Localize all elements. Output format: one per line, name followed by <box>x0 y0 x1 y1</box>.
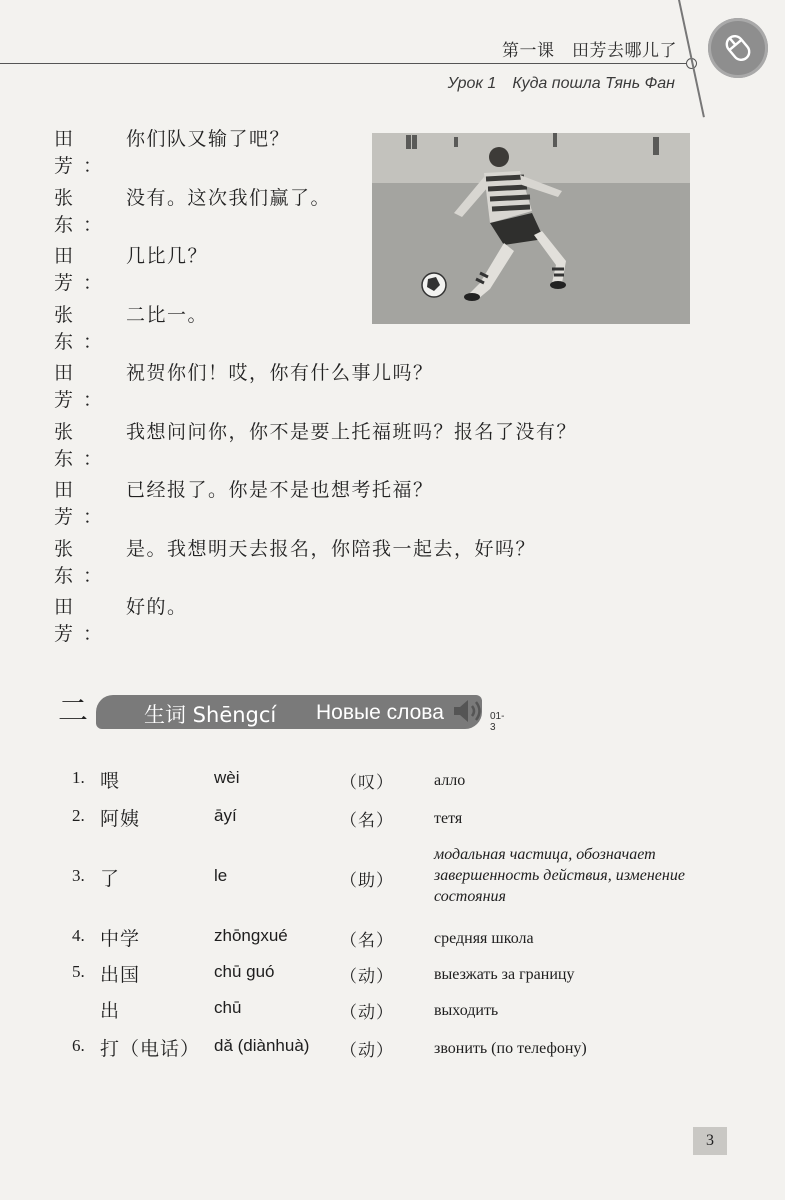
vocab-translation: звонить (по телефону) <box>434 1040 587 1057</box>
vocab-row <box>72 1030 712 1068</box>
vocab-pinyin: chū guó <box>214 962 275 981</box>
vocab-translation: выезжать за границу <box>434 966 575 983</box>
utterance: 几比几？ <box>126 245 209 267</box>
vocab-part-of-speech: （动） <box>340 967 394 987</box>
vocab-translation: алло <box>434 772 466 789</box>
vocab-pinyin: chū <box>214 998 242 1017</box>
header-rule <box>0 63 690 64</box>
vocab-hanzi: 中学 <box>100 928 141 950</box>
vocab-part-of-speech: （动） <box>340 1041 394 1061</box>
vocab-translation: средняя школа <box>434 930 534 947</box>
page-header <box>0 0 785 100</box>
dialogue-line <box>54 241 734 300</box>
vocab-part-of-speech: （叹） <box>340 773 394 793</box>
dialogue-line <box>54 534 734 593</box>
section-title-russian: Новые слова <box>316 701 444 724</box>
vocab-translation: модальная частица, обозначает завершенность действия, изменение состояния <box>434 846 685 905</box>
vocab-part-of-speech: （名） <box>340 811 394 831</box>
dialogue-line <box>54 417 734 476</box>
speaker-name: 田 芳： <box>54 128 113 177</box>
vocab-part-of-speech: （助） <box>340 871 394 891</box>
vocab-number: 4. <box>72 926 85 945</box>
vocab-hanzi: 出 <box>100 1000 121 1022</box>
vocab-row <box>72 958 712 994</box>
dialogue-line <box>54 475 734 534</box>
speaker-name: 张 东： <box>54 186 113 236</box>
vocab-hanzi: 喂 <box>100 770 121 792</box>
dialogue-line <box>54 300 734 359</box>
vocabulary-list <box>72 760 712 1068</box>
vocab-row <box>72 994 712 1030</box>
utterance: 已经报了。你是不是也想考托福？ <box>126 479 434 501</box>
speaker-name: 张 东： <box>54 537 113 587</box>
speaker-name: 田 芳： <box>54 596 113 645</box>
mouse-icon <box>708 18 768 78</box>
audio-track-code: 01-3 <box>490 711 505 733</box>
vocab-part-of-speech: （名） <box>340 931 394 951</box>
utterance: 我想问问你，你不是要上托福班吗？报名了没有？ <box>126 420 578 443</box>
vocab-pinyin: dǎ (diànhuà) <box>214 1036 310 1055</box>
speaker-name: 张 东： <box>54 420 113 470</box>
vocab-translation: тетя <box>434 810 463 827</box>
utterance: 好的。 <box>126 596 188 618</box>
vocab-pinyin: āyí <box>214 806 237 825</box>
vocab-number: 6. <box>72 1036 85 1055</box>
vocab-number: 3. <box>72 866 85 885</box>
utterance: 二比一。 <box>126 303 209 326</box>
speaker-name: 田 芳： <box>54 362 113 411</box>
speaker-name: 田 芳： <box>54 245 113 294</box>
lesson-title-chinese: 第一课 田芳去哪儿了 <box>502 41 677 61</box>
vocab-hanzi: 了 <box>100 868 121 890</box>
dialogue <box>54 124 734 651</box>
vocab-number: 1. <box>72 768 85 787</box>
utterance: 没有。这次我们赢了。 <box>126 186 332 209</box>
speaker-name: 张 东： <box>54 303 113 353</box>
utterance: 你们队又输了吧？ <box>126 128 291 150</box>
section-title-chinese: 生词 Shēngcí <box>144 703 277 727</box>
vocab-part-of-speech: （动） <box>340 1003 394 1023</box>
vocab-row <box>72 800 712 840</box>
utterance: 祝贺你们！哎，你有什么事儿吗？ <box>126 362 434 384</box>
vocab-hanzi: 打（电话） <box>100 1038 201 1060</box>
speaker-name: 田 芳： <box>54 479 113 528</box>
vocab-translation: выходить <box>434 1002 499 1019</box>
dialogue-line <box>54 358 734 417</box>
vocab-pinyin: wèi <box>214 768 240 787</box>
vocab-row <box>72 922 712 958</box>
vocab-row <box>72 760 712 800</box>
vocab-hanzi: 出国 <box>100 964 141 986</box>
dialogue-line <box>54 592 734 651</box>
page-number: 3 <box>693 1127 727 1155</box>
dialogue-line <box>54 124 734 183</box>
header-divider <box>678 0 704 117</box>
speaker-icon[interactable] <box>450 697 486 729</box>
vocab-row <box>72 840 712 922</box>
vocab-number: 5. <box>72 962 85 981</box>
vocab-hanzi: 阿姨 <box>100 808 141 830</box>
vocab-number: 2. <box>72 806 85 825</box>
vocab-pinyin: zhōngxué <box>214 926 288 945</box>
dialogue-line <box>54 183 734 242</box>
section-pill <box>96 695 482 729</box>
section-number: 二 <box>58 694 88 729</box>
lesson-title-russian: Урок 1 Куда пошла Тянь Фан <box>447 75 675 92</box>
vocab-pinyin: le <box>214 866 228 885</box>
utterance: 是。我想明天去报名，你陪我一起去，好吗？ <box>126 537 537 560</box>
